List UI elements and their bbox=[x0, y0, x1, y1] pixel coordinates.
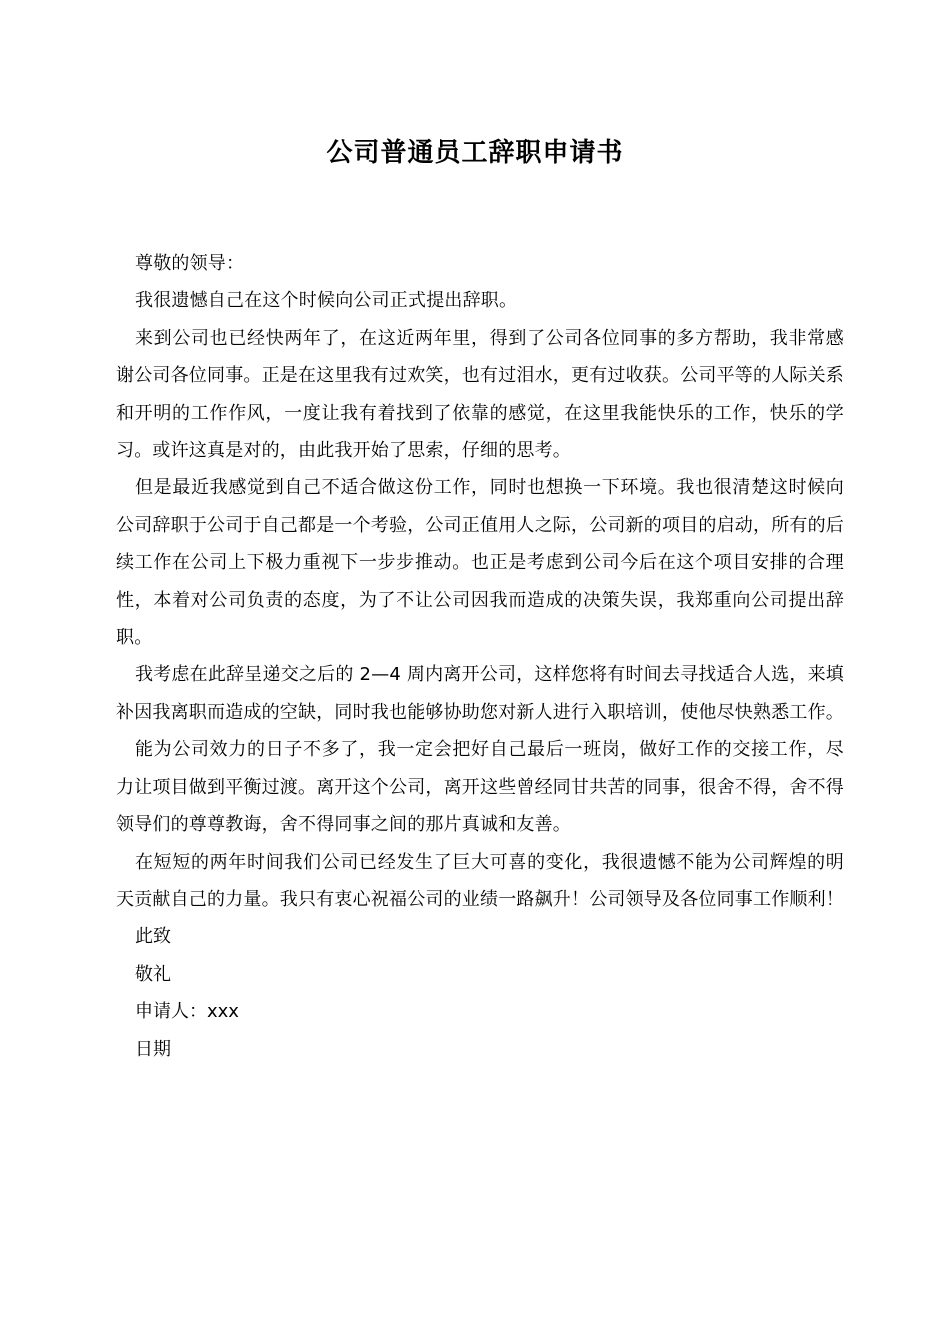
salutation: 尊敬的领导： bbox=[135, 253, 245, 274]
paragraph-2: 来到公司也已经快两年了，在这近两年里，得到了公司各位同事的多方帮助，我非常感谢公司各位同事。正是在这里我有过欢笑，也有过泪水，更有过收获。公司平等的人际关系和开明的工作作风，一度让我有着找到了依靠的感觉，在这里我能快乐的工作，快乐的学习。或许这真是对的，由此我开始了思索，仔细的思考。 bbox=[116, 327, 844, 462]
paragraph-6: 在短短的两年时间我们公司已经发生了巨大可喜的变化，我很遗憾不能为公司辉煌的明天贡献自己的力量。我只有衷心祝福公司的业绩一路飙升！公司领导及各位同事工作顺利！ bbox=[116, 851, 844, 910]
paragraph-5: 能为公司效力的日子不多了，我一定会把好自己最后一班岗，做好工作的交接工作，尽力让项目做到平衡过渡。离开这个公司，离开这些曾经同甘共苦的同事，很舍不得，舍不得领导们的尊尊教诲，舍不得同事之间的那片真诚和友善。 bbox=[116, 739, 844, 836]
closing-line-1: 此致 bbox=[135, 926, 171, 948]
document-body bbox=[116, 245, 844, 1068]
date-line: 日期 bbox=[135, 1038, 171, 1060]
document-title: 公司普通员工辞职申请书 bbox=[326, 138, 624, 168]
paragraph-1: 我很遗憾自己在这个时候向公司正式提出辞职。 bbox=[135, 290, 518, 312]
paragraph-3: 但是最近我感觉到自己不适合做这份工作，同时也想换一下环境。我也很清楚这时候向公司辞职于公司于自己都是一个考验，公司正值用人之际，公司新的项目的启动，所有的后续工作在公司上下极力重视下一步步推动。也正是考虑到公司今后在这个项目安排的合理性，本着对公司负责的态度，为了不让公司因我而造成的决策失误，我郑重向公司提出辞职。 bbox=[116, 477, 844, 649]
applicant-line: 申请人：xxx bbox=[135, 1001, 239, 1023]
paragraph-4: 我考虑在此辞呈递交之后的 2—4 周内离开公司，这样您将有时间去寻找适合人选，来填补因我离职而造成的空缺，同时我也能够协助您对新人进行入职培训，使他尽快熟悉工作。 bbox=[116, 664, 844, 723]
closing-line-2: 敬礼 bbox=[135, 963, 171, 985]
